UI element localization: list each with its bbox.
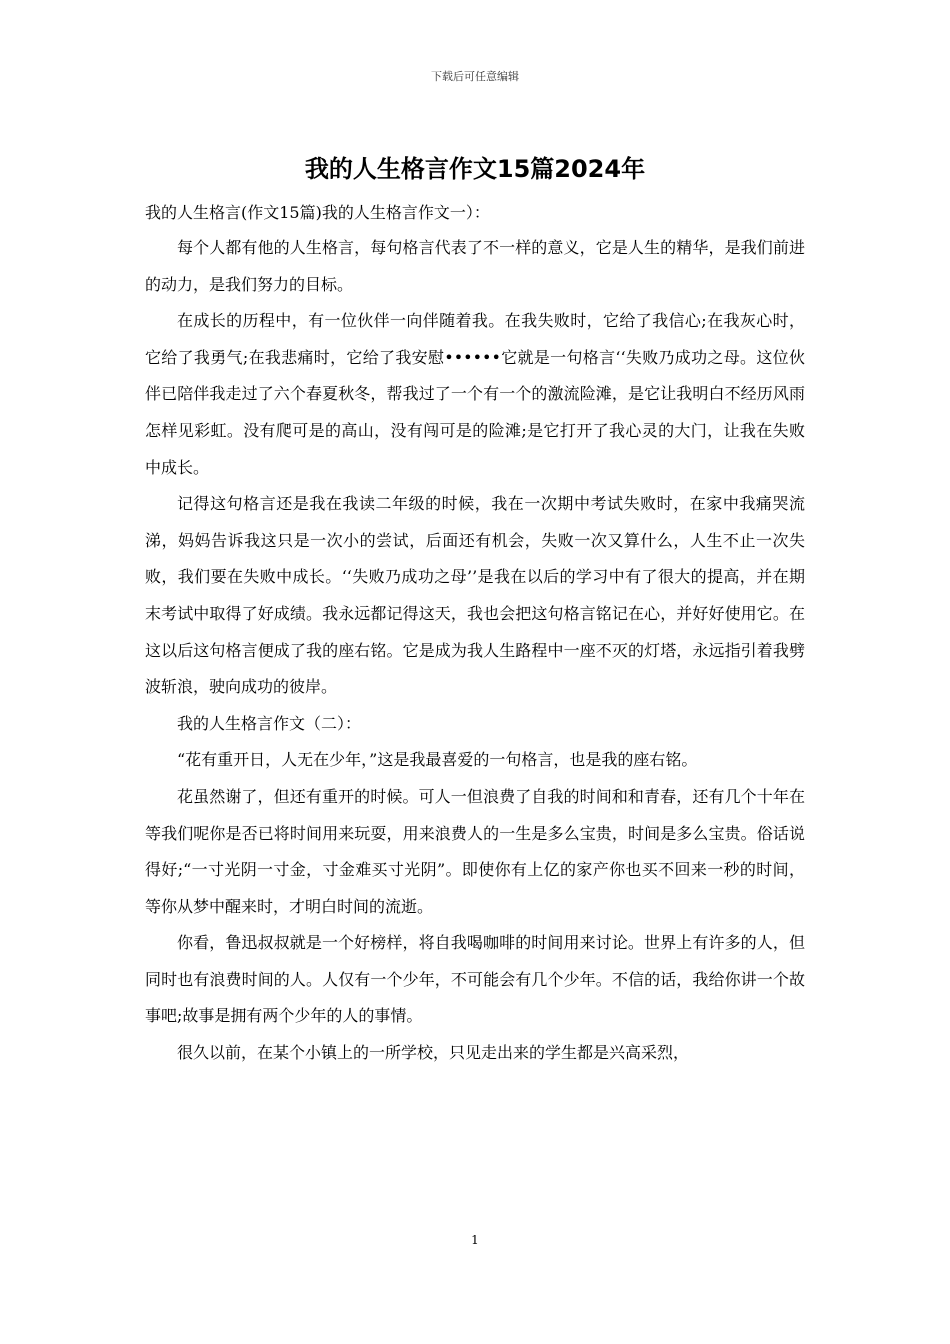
section-heading: 我的人生格言作文（二）： — [177, 713, 362, 733]
paragraph: “花有重开日，人无在少年，”这是我最喜爱的一句格言，也是我的座右铭。 — [177, 750, 698, 770]
document-body — [145, 196, 805, 1072]
paragraph-intro: 我的人生格言(作文15篇)我的人生格言作文一）： — [145, 203, 490, 222]
page-header-note: 下载后可任意编辑 — [431, 70, 519, 83]
paragraph: 你看，鲁迅叔叔就是一个好榜样，将自我喝咖啡的时间用来讨论。世界上有许多的人，但同时也有浪费时间的人。人仅有一个少年，不可能会有几个少年。不信的话，我给你讲一个故事吧;故事是拥有两个少年的人的事情。 — [145, 933, 805, 1026]
paragraph: 每个人都有他的人生格言，每句格言代表了不一样的意义，它是人生的精华，是我们前进的动力，是我们努力的目标。 — [145, 238, 805, 294]
paragraph: 记得这句格言还是我在我读二年级的时候，我在一次期中考试失败时，在家中我痛哭流涕，妈妈告诉我这只是一次小的尝试，后面还有机会，失败一次又算什么，人生不止一次失败，我们要在失败中成长。‘‘失败乃成功之母’’是我在以后的学习中有了很大的提高，并在期末考试中取得了好成绩。我永远都记得这天，我也会把这句格言铭记在心，并好好使用它。在这以后这句格言便成了我的座右铭。它是成为我人生路程中一座不灭的灯塔，永远指引着我劈波斩浪，驶向成功的彼岸。 — [145, 494, 805, 697]
paragraph: 在成长的历程中，有一位伙伴一向伴随着我。在我失败时，它给了我信心;在我灰心时，它给了我勇气;在我悲痛时，它给了我安慰••••••它就是一句格言‘‘失败乃成功之母。这位伙伴已陪伴我走过了六个春夏秋冬，帮我过了一个有一个的激流险滩，是它让我明白不经历风雨怎样见彩虹。没有爬可是的高山，没有闯可是的险滩;是它打开了我心灵的大门，让我在失败中成长。 — [145, 311, 805, 477]
paragraph: 很久以前，在某个小镇上的一所学校，只见走出来的学生都是兴高采烈， — [177, 1043, 690, 1063]
paragraph: 花虽然谢了，但还有重开的时候。可人一但浪费了自我的时间和和青春，还有几个十年在等我们呢你是否已将时间用来玩耍，用来浪费人的一生是多么宝贵，时间是多么宝贵。俗话说得好;“一寸光阴一寸金，寸金难买寸光阴”。即使你有上亿的家产你也买不回来一秒的时间，等你从梦中醒来时，才明白时间的流逝。 — [145, 786, 805, 916]
page-number: 1 — [471, 1233, 479, 1247]
document-title: 我的人生格言作文15篇2024年 — [304, 155, 646, 183]
